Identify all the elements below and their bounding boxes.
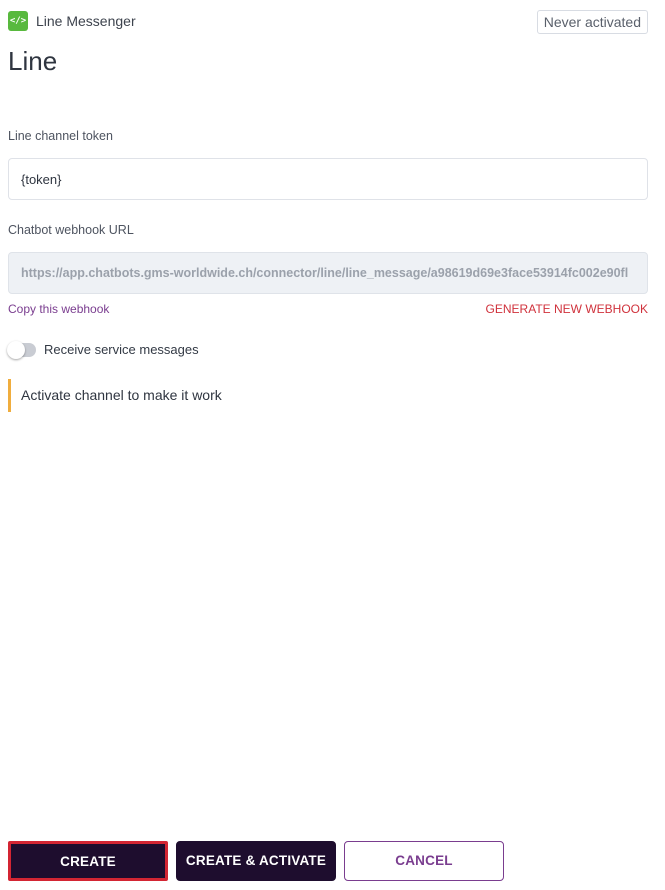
channel-header — [8, 10, 648, 34]
token-input[interactable] — [8, 158, 648, 200]
token-label: Line channel token — [8, 129, 113, 143]
create-button[interactable]: CREATE — [8, 841, 168, 881]
create-activate-button[interactable]: CREATE & ACTIVATE — [176, 841, 336, 881]
webhook-label: Chatbot webhook URL — [8, 223, 134, 237]
cancel-button[interactable]: CANCEL — [344, 841, 504, 881]
app-name: Line Messenger — [36, 13, 136, 29]
toggle-knob — [7, 341, 25, 359]
page-title: Line — [8, 46, 58, 76]
webhook-url-field[interactable]: https://app.chatbots.gms-worldwide.ch/connector/line/line_message/a98619d69e3face53914fc002e90fl — [8, 252, 648, 294]
service-messages-label: Receive service messages — [44, 342, 199, 357]
copy-webhook-link[interactable]: Copy this webhook — [8, 302, 110, 316]
activation-notice — [8, 379, 408, 412]
notice-text: Activate channel to make it work — [21, 387, 222, 403]
status-badge: Never activated — [537, 10, 648, 34]
generate-webhook-link[interactable]: GENERATE NEW WEBHOOK — [485, 302, 648, 316]
code-brackets-icon: </> — [8, 11, 28, 31]
service-messages-toggle[interactable] — [8, 343, 36, 357]
